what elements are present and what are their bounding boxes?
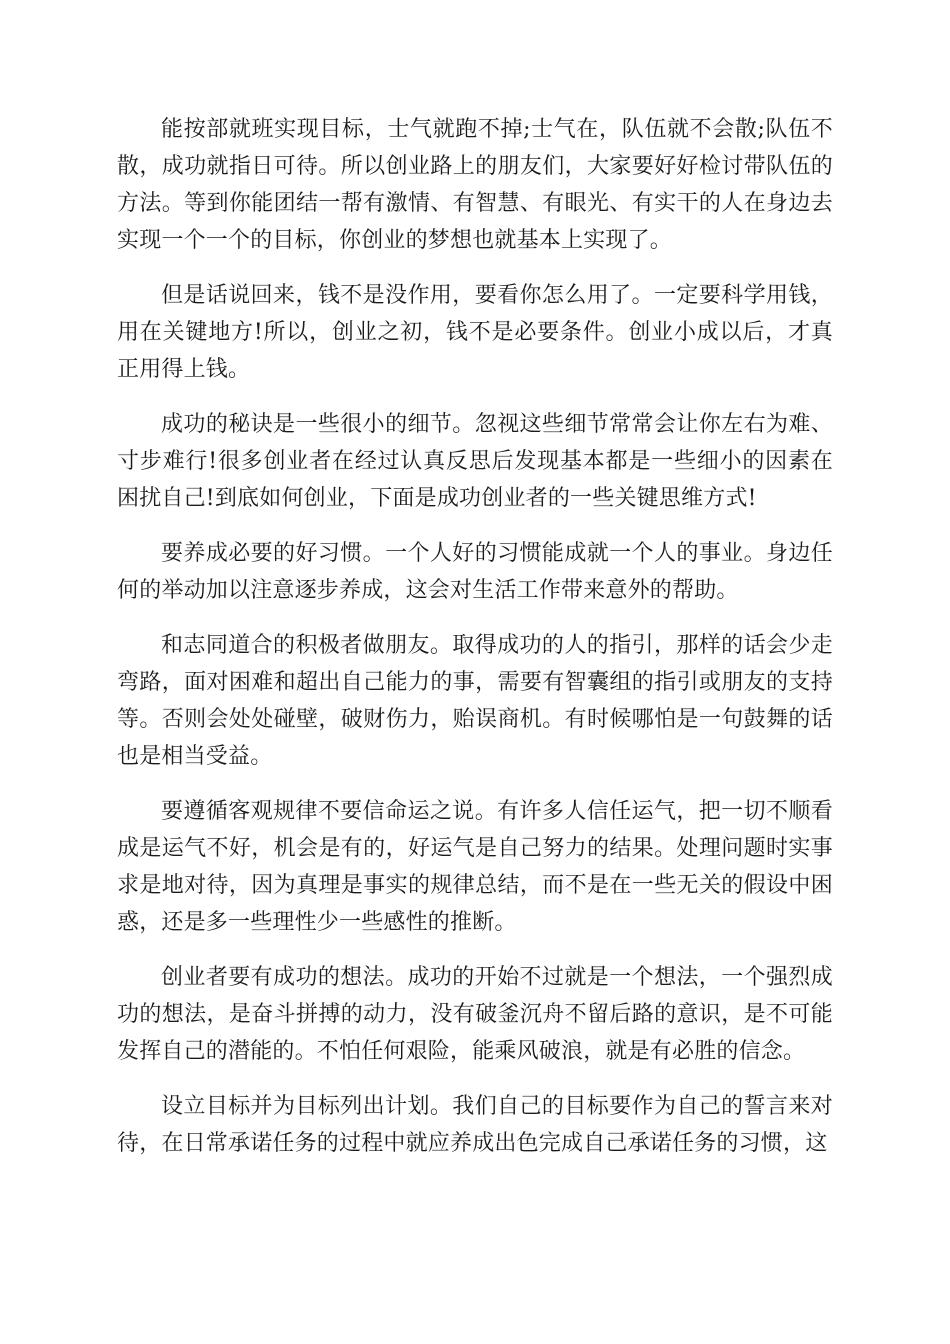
paragraph-3: 成功的秘诀是一些很小的细节。忽视这些细节常常会让你左右为难、寸步难行!很多创业者在经过认真反思后发现基本都是一些细小的因素在困扰自己!到底如何创业，下面是成功创业者的一些关键思维方式! xyxy=(117,412,833,511)
paragraph-7: 创业者要有成功的想法。成功的开始不过就是一个想法，一个强烈成功的想法，是奋斗拼搏的动力，没有破釜沉舟不留后路的意识，是不可能发挥自己的潜能的。不怕任何艰险，能乘风破浪，就是有必胜的信念。 xyxy=(117,965,833,1064)
paragraph-1: 能按部就班实现目标，士气就跑不掉;士气在，队伍就不会散;队伍不散，成功就指日可待。所以创业路上的朋友们，大家要好好检讨带队伍的方法。等到你能团结一帮有激情、有智慧、有眼光、有实干的人在身边去实现一个一个的目标，你创业的梦想也就基本上实现了。 xyxy=(117,117,833,253)
paragraph-8: 设立目标并为目标列出计划。我们自己的目标要作为自己的誓言来对待，在日常承诺任务的过程中就应养成出色完成自己承诺任务的习惯，这 xyxy=(117,1094,833,1156)
paragraph-4: 要养成必要的好习惯。一个人好的习惯能成就一个人的事业。身边任何的举动加以注意逐步养成，这会对生活工作带来意外的帮助。 xyxy=(117,541,833,603)
paragraph-6: 要遵循客观规律不要信命运之说。有许多人信任运气，把一切不顺看成是运气不好，机会是有的，好运气是自己努力的结果。处理问题时实事求是地对待，因为真理是事实的规律总结，而不是在一些无关的假设中困惑，还是多一些理性少一些感性的推断。 xyxy=(117,799,833,935)
paragraph-5: 和志同道合的积极者做朋友。取得成功的人的指引，那样的话会少走弯路，面对困难和超出自己能力的事，需要有智囊组的指引或朋友的支持等。否则会处处碰壁，破财伤力，贻误商机。有时候哪怕是一句鼓舞的话也是相当受益。 xyxy=(117,633,833,769)
document-body xyxy=(117,111,833,1180)
paragraph-2: 但是话说回来，钱不是没作用，要看你怎么用了。一定要科学用钱，用在关键地方!所以，创业之初，钱不是必要条件。创业小成以后，才真正用得上钱。 xyxy=(117,283,833,382)
